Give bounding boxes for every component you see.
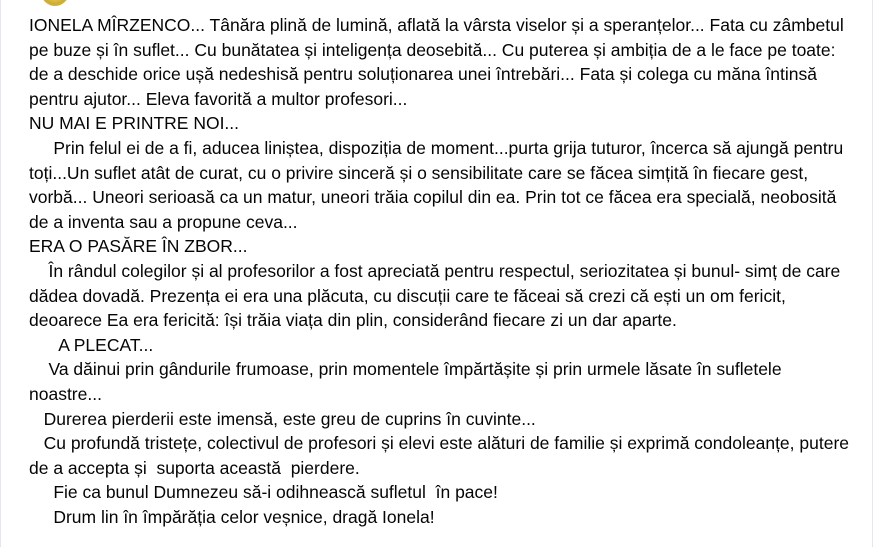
post-paragraph-fie: Fie ca bunul Dumnezeu să-i odihnească sufletul în pace!: [29, 482, 498, 503]
post-body: [29, 13, 859, 529]
post-heading-pasare: ERA O PASĂRE ÎN ZBOR...: [29, 236, 248, 257]
post-paragraph-dainui: Va dăinui prin gândurile frumoase, prin momentele împărtășite și prin urmele lăsate în sufletele noastre...: [29, 359, 787, 404]
post-paragraph-drum-lin: Drum lin în împărăția celor veșnice, dragă Ionela!: [29, 506, 435, 527]
post-heading-a-plecat: A PLECAT...: [29, 334, 154, 355]
avatar[interactable]: [41, 0, 69, 6]
post-heading-nu-mai-e: NU MAI E PRINTRE NOI...: [29, 113, 240, 134]
post-paragraph-durerea: Durerea pierderii este imensă, este greu de cuprins în cuvinte...: [29, 408, 536, 429]
post-paragraph-condoleante: Cu profundă tristețe, colectivul de profesori și elevi este alături de familie și exprimă condoleanțe, putere de a accepta și suporta această pierdere.: [29, 433, 854, 478]
post-paragraph-intro: IONELA MÎRZENCO... Tânăra plină de lumină, aflată la vârsta viselor și a speranțelor... Fata cu zâmbetul pe buze și în suflet... Cu bunătatea și inteligența deosebită... Cu puterea și ambiția de a le face pe toate: de a deschide orice ușă nedeshisă pentru soluționarea unei întrebări... Fata și colega cu măna întinsă pentru ajutor... Eleva favorită a multor profesori...: [29, 15, 849, 109]
post-paragraph-felul: Prin felul ei de a fi, aducea liniștea, dispoziția de moment...purta grija tuturor, încerca să ajungă pentru toți...Un suflet atât de curat, cu o privire sinceră și o sensibilitate care se făcea simțită în fiecare gest, vorbă... Uneori serioasă ca un matur, uneori trăia copilul din ea. Prin tot ce făcea era specială, neobosită de a inventa sau a propune ceva...: [29, 137, 849, 232]
post-paragraph-colegi: În rândul colegilor și al profesorilor a fost apreciată pentru respectul, seriozitatea și bunul- simț de care dădea dovadă. Prezența ei era una plăcuta, cu discuții care te făceai să crezi că ești un om fericit, deoarece Ea era fericită: își trăia viața din plin, considerând fiecare zi un dar aparte.: [29, 260, 846, 331]
